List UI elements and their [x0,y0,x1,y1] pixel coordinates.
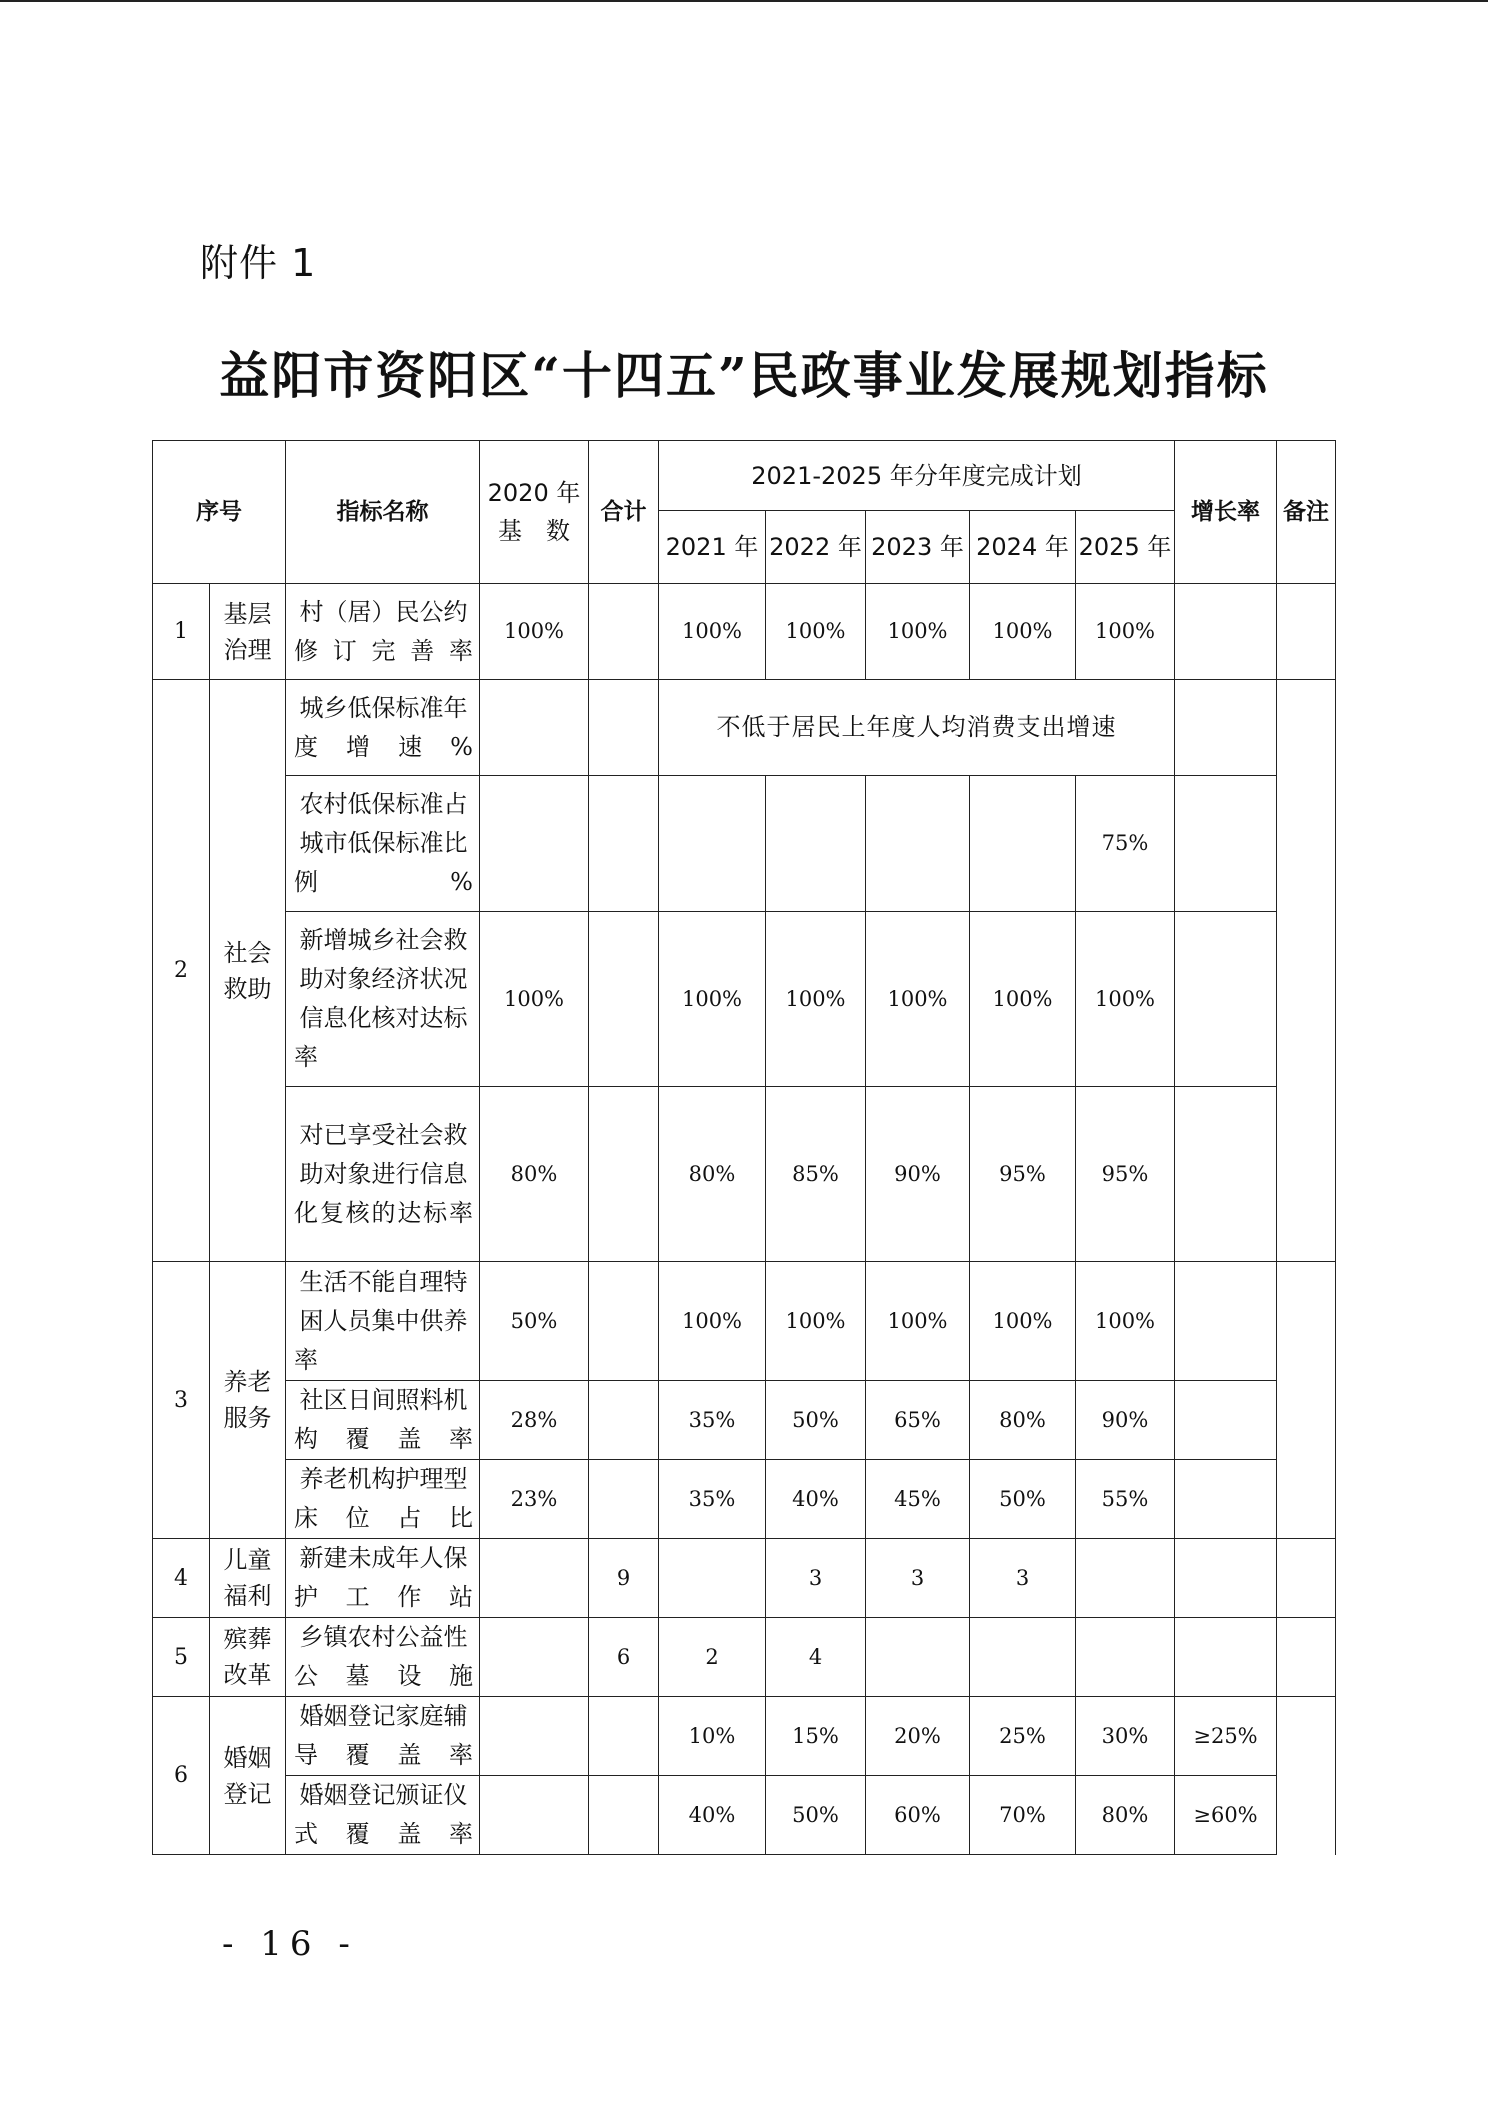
value-2021: 10% [659,1697,766,1776]
top-border-line [0,0,1488,2]
total-value [589,1776,659,1855]
table-row [153,1381,1336,1460]
value-2025: 30% [1076,1697,1175,1776]
header-year-2022: 2022 年 [766,511,866,584]
value-2021: 100% [659,584,766,680]
value-2022: 50% [766,1776,866,1855]
header-growth-rate: 增长率 [1175,441,1277,584]
value-2025: 100% [1076,912,1175,1087]
value-2021: 2 [659,1618,766,1697]
value-2022: 15% [766,1697,866,1776]
value-2024: 3 [970,1539,1076,1618]
row-number: 3 [153,1262,210,1539]
value-2023: 60% [866,1776,970,1855]
base-value [480,776,589,912]
value-2021: 100% [659,1262,766,1381]
row-number: 2 [153,680,210,1262]
value-2022 [766,776,866,912]
category-cell: 殡葬改革 [210,1618,286,1697]
indicator-name: 养老机构护理型床位占比 [286,1460,480,1539]
value-2025 [1076,1539,1175,1618]
total-value: 6 [589,1618,659,1697]
value-2023: 100% [866,1262,970,1381]
remark-cell [1277,1262,1336,1539]
growth-value [1175,1539,1277,1618]
base-value: 23% [480,1460,589,1539]
growth-value [1175,1381,1277,1460]
indicator-name: 城乡低保标准年度增速% [286,680,480,776]
total-value [589,1262,659,1381]
value-2022: 100% [766,912,866,1087]
base-value: 50% [480,1262,589,1381]
page-number: - 16 - [222,1924,358,1964]
value-2022: 3 [766,1539,866,1618]
base-value [480,1539,589,1618]
value-2023: 3 [866,1539,970,1618]
base-value [480,1776,589,1855]
value-2025: 75% [1076,776,1175,912]
total-value [589,1460,659,1539]
value-2023: 45% [866,1460,970,1539]
value-2024: 50% [970,1460,1076,1539]
indicator-name: 对已享受社会救助对象进行信息化复核的达标率 [286,1087,480,1262]
value-2023: 90% [866,1087,970,1262]
value-2022: 85% [766,1087,866,1262]
value-2023: 65% [866,1381,970,1460]
value-2025 [1076,1618,1175,1697]
value-2024: 100% [970,912,1076,1087]
value-2025: 55% [1076,1460,1175,1539]
category-cell: 儿童福利 [210,1539,286,1618]
indicator-name: 生活不能自理特困人员集中供养率 [286,1262,480,1381]
value-2024: 25% [970,1697,1076,1776]
value-2024: 95% [970,1087,1076,1262]
total-value [589,776,659,912]
value-2025: 95% [1076,1087,1175,1262]
indicator-name: 村（居）民公约修订完善率 [286,584,480,680]
value-2024 [970,1618,1076,1697]
growth-value [1175,912,1277,1087]
value-2025: 100% [1076,584,1175,680]
value-2021: 35% [659,1460,766,1539]
category-cell: 养老服务 [210,1262,286,1539]
planning-indicators-table [152,440,1336,1855]
attachment-label: 附件 1 [200,241,317,285]
value-2024: 100% [970,584,1076,680]
indicator-name: 新增城乡社会救助对象经济状况信息化核对达标率 [286,912,480,1087]
growth-value [1175,1262,1277,1381]
header-year-2023: 2023 年 [866,511,970,584]
header-year-2025: 2025 年 [1076,511,1175,584]
indicator-name: 乡镇农村公益性公墓设施 [286,1618,480,1697]
indicator-name: 婚姻登记家庭辅导覆盖率 [286,1697,480,1776]
category-cell: 社会救助 [210,680,286,1262]
base-value [480,1697,589,1776]
value-2022: 100% [766,1262,866,1381]
growth-value [1175,1087,1277,1262]
header-indicator-name: 指标名称 [286,441,480,584]
value-2021: 100% [659,912,766,1087]
merged-plan-value: 不低于居民上年度人均消费支出增速 [659,680,1175,776]
remark-cell [1277,1539,1336,1618]
table-row [153,1776,1336,1855]
header-year-2024: 2024 年 [970,511,1076,584]
base-value: 80% [480,1087,589,1262]
header-total: 合计 [589,441,659,584]
table-row [153,1460,1336,1539]
table-row [153,912,1336,1087]
indicator-name: 农村低保标准占城市低保标准比例% [286,776,480,912]
base-value: 100% [480,584,589,680]
base-value: 100% [480,912,589,1087]
value-2021: 80% [659,1087,766,1262]
growth-value [1175,1460,1277,1539]
value-2024: 70% [970,1776,1076,1855]
table-row [153,1087,1336,1262]
table-row [153,776,1336,912]
table-row [153,1539,1336,1618]
growth-value: ≥60% [1175,1776,1277,1855]
value-2025: 90% [1076,1381,1175,1460]
growth-value [1175,680,1277,776]
indicator-name: 社区日间照料机构覆盖率 [286,1381,480,1460]
base-value [480,1618,589,1697]
value-2022: 40% [766,1460,866,1539]
remark-cell [1277,1697,1336,1855]
value-2024 [970,776,1076,912]
row-number: 1 [153,584,210,680]
category-cell: 婚姻登记 [210,1697,286,1855]
value-2025: 100% [1076,1262,1175,1381]
value-2023: 100% [866,584,970,680]
value-2023: 20% [866,1697,970,1776]
remark-cell [1277,584,1336,680]
total-value [589,1087,659,1262]
header-annual-plan: 2021-2025 年分年度完成计划 [659,441,1175,511]
category-cell: 基层治理 [210,584,286,680]
value-2023 [866,776,970,912]
table-row [153,1618,1336,1697]
value-2022: 4 [766,1618,866,1697]
table-row [153,680,1336,776]
table-row [153,1697,1336,1776]
total-value [589,680,659,776]
total-value [589,1381,659,1460]
table-row [153,1262,1336,1381]
header-index: 序号 [153,441,286,584]
value-2021 [659,776,766,912]
value-2022: 50% [766,1381,866,1460]
growth-value: ≥25% [1175,1697,1277,1776]
growth-value [1175,776,1277,912]
value-2025: 80% [1076,1776,1175,1855]
total-value [589,584,659,680]
row-number: 5 [153,1618,210,1697]
base-value [480,680,589,776]
value-2024: 80% [970,1381,1076,1460]
header-year-2021: 2021 年 [659,511,766,584]
header-remarks: 备注 [1277,441,1336,584]
value-2021: 35% [659,1381,766,1460]
total-value: 9 [589,1539,659,1618]
indicator-name: 新建未成年人保护工作站 [286,1539,480,1618]
base-value: 28% [480,1381,589,1460]
value-2024: 100% [970,1262,1076,1381]
value-2022: 100% [766,584,866,680]
indicator-name: 婚姻登记颁证仪式覆盖率 [286,1776,480,1855]
row-number: 6 [153,1697,210,1855]
total-value [589,912,659,1087]
value-2021: 40% [659,1776,766,1855]
growth-value [1175,1618,1277,1697]
total-value [589,1697,659,1776]
remark-cell [1277,680,1336,1262]
row-number: 4 [153,1539,210,1618]
document-title: 益阳市资阳区“十四五”民政事业发展规划指标 [219,346,1269,405]
value-2023: 100% [866,912,970,1087]
header-base-2020: 2020 年 基 数 [480,441,589,584]
value-2023 [866,1618,970,1697]
remark-cell [1277,1618,1336,1697]
value-2021 [659,1539,766,1618]
table-row [153,584,1336,680]
growth-value [1175,584,1277,680]
